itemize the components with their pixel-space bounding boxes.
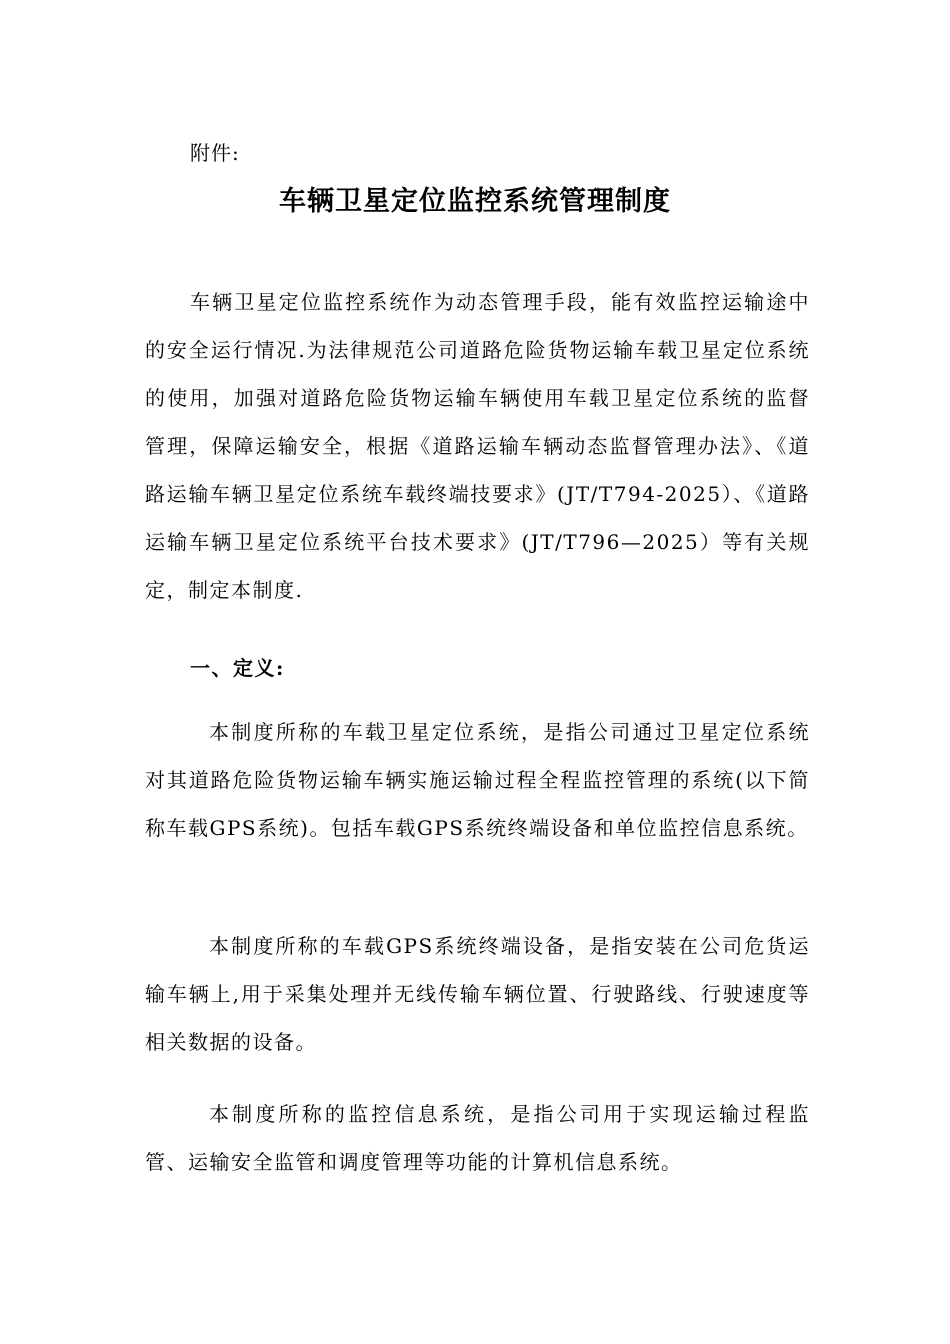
definition-paragraph-system: 本制度所称的车载卫星定位系统，是指公司通过卫星定位系统对其道路危险货物运输车辆实施运输过程全程监控管理的系统(以下简称车载GPS系统)。包括车载GPS系统终端设备和单位监控信息系统。 — [145, 720, 810, 840]
document-title: 车辆卫星定位监控系统管理制度 — [279, 186, 671, 217]
attachment-label: 附件: — [190, 141, 240, 165]
intro-paragraph: 车辆卫星定位监控系统作为动态管理手段，能有效监控运输途中的安全运行情况.为法律规范公司道路危险货物运输车载卫星定位系统的使用，加强对道路危险货物运输车辆使用车载卫星定位系统的监督管理，保障运输安全，根据《道路运输车辆动态监督管理办法》、《道路运输车辆卫星定位系统车载终端技要求》(JT/T794-2025）、《道路运输车辆卫星定位系统平台技术要求》(JT/T796—2025）等有关规定，制定本制度. — [145, 290, 810, 602]
definition-paragraph-terminal: 本制度所称的车载GPS系统终端设备，是指安装在公司危货运输车辆上,用于采集处理并无线传输车辆位置、行驶路线、行驶速度等相关数据的设备。 — [145, 934, 810, 1054]
section-heading-definition: 一、定义: — [190, 656, 285, 680]
definition-paragraph-monitoring: 本制度所称的监控信息系统，是指公司用于实现运输过程监管、运输安全监管和调度管理等功能的计算机信息系统。 — [145, 1102, 810, 1174]
